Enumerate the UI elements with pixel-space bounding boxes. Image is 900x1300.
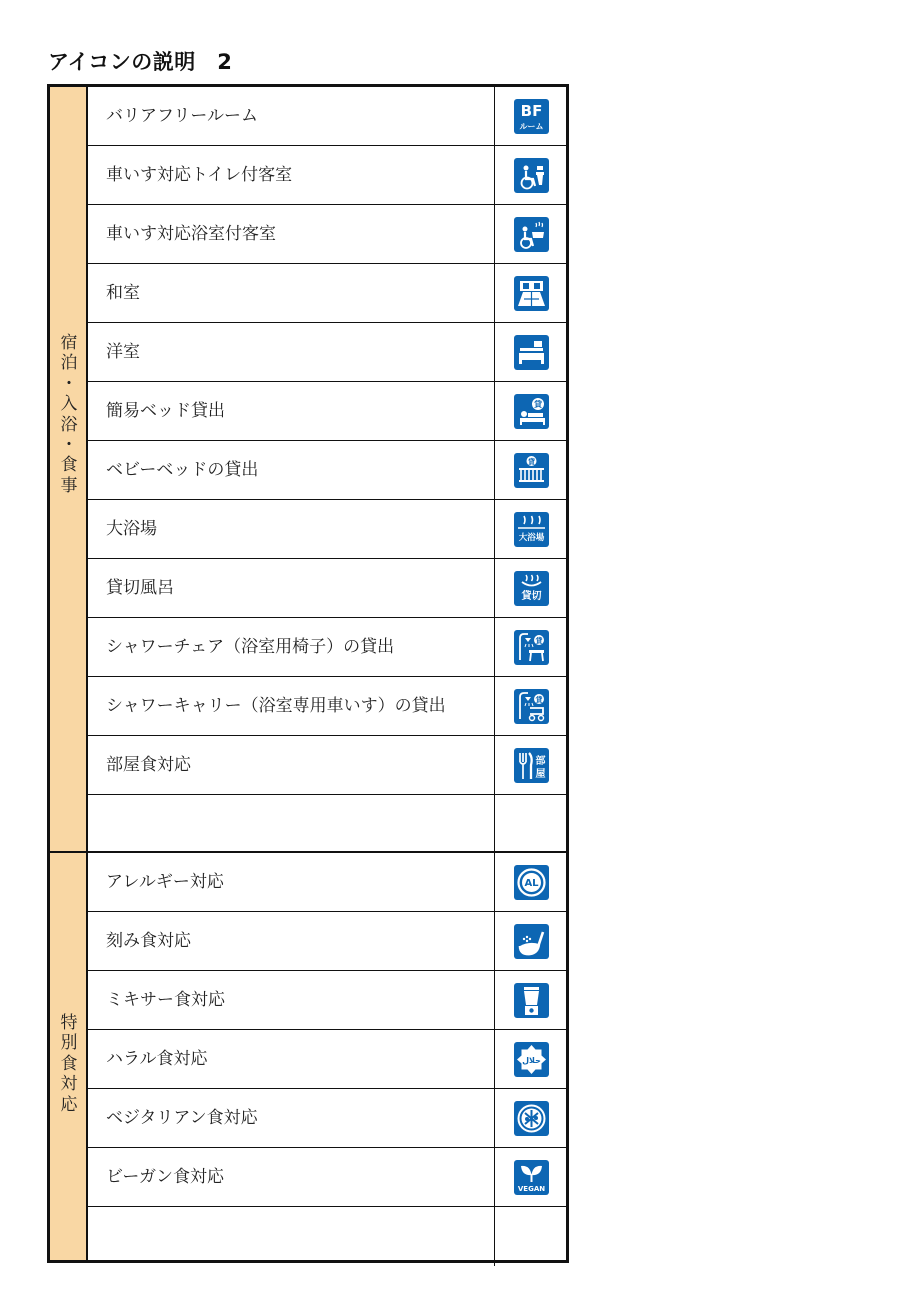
- category-char: 特: [60, 1013, 78, 1033]
- svg-text:屋: 屋: [535, 769, 546, 780]
- shower-carrier-icon: [514, 689, 549, 724]
- western-room-icon: [514, 335, 549, 370]
- allergy-icon: [514, 865, 549, 900]
- table-row: [88, 1089, 566, 1148]
- icon-cell: [494, 441, 566, 499]
- category-char: 泊: [60, 353, 78, 374]
- vegetarian-icon: [514, 1101, 549, 1136]
- row-label: ビーガン食対応: [106, 1167, 224, 1187]
- icon-cell: [494, 87, 566, 145]
- minced-food-icon: [514, 924, 549, 959]
- category-char: 浴: [60, 414, 78, 435]
- table-row: [88, 205, 566, 264]
- category-label-special-diet: [50, 1013, 88, 1115]
- barrier-free-room-icon: [514, 99, 549, 134]
- in-room-dining-icon: [514, 748, 549, 783]
- svg-text:ルーム: ルーム: [519, 122, 544, 131]
- icon-legend-table: [47, 84, 569, 1263]
- category-char: 宿: [60, 333, 78, 353]
- baby-bed-rental-icon: [514, 453, 549, 488]
- row-label: ベビーベッドの貸出: [106, 460, 259, 480]
- svg-text:貸: 貸: [535, 637, 543, 645]
- category-char: 事: [60, 475, 78, 496]
- vegan-icon: [514, 1160, 549, 1195]
- category-char: 応: [60, 1094, 78, 1115]
- table-row: [88, 500, 566, 559]
- section-accommodation: [50, 87, 566, 851]
- japanese-room-icon: [514, 276, 549, 311]
- svg-text:VEGAN: VEGAN: [517, 1185, 546, 1193]
- icon-cell: [494, 853, 566, 911]
- table-row: [88, 1148, 566, 1207]
- category-char: 食: [60, 1053, 78, 1074]
- svg-text:大浴場: 大浴場: [518, 533, 545, 543]
- row-label: 和室: [106, 283, 140, 303]
- icon-cell: [494, 382, 566, 440]
- category-char: ・: [60, 373, 78, 394]
- row-label: ミキサー食対応: [106, 990, 225, 1010]
- table-row: [88, 382, 566, 441]
- table-row: [88, 264, 566, 323]
- row-label: シャワーチェア（浴室用椅子）の貸出: [106, 637, 395, 657]
- svg-text:AL: AL: [524, 878, 539, 889]
- icon-cell: [494, 559, 566, 617]
- svg-text:貸: 貸: [534, 400, 542, 409]
- row-label: ベジタリアン食対応: [106, 1108, 258, 1128]
- icon-cell: [494, 971, 566, 1029]
- row-label: 部屋食対応: [106, 755, 191, 775]
- table-row: [88, 559, 566, 618]
- table-row: [88, 1030, 566, 1089]
- category-char: 別: [60, 1033, 78, 1054]
- category-char: ・: [60, 434, 78, 455]
- section-special-diet: [50, 853, 566, 1260]
- wheelchair-bath-icon: [514, 217, 549, 252]
- row-label: 貸切風呂: [106, 578, 174, 598]
- icon-cell: [494, 618, 566, 676]
- table-row: [88, 971, 566, 1030]
- svg-text:حلال: حلال: [522, 1056, 541, 1065]
- table-row: [88, 853, 566, 912]
- private-bath-icon: [514, 571, 549, 606]
- category-cell-special-diet: [50, 853, 88, 1260]
- row-label: バリアフリールーム: [106, 106, 258, 126]
- icon-cell: [494, 736, 566, 794]
- table-row: [88, 618, 566, 677]
- row-label: ハラル食対応: [106, 1049, 208, 1069]
- icon-cell: [494, 795, 566, 854]
- icon-cell: [494, 323, 566, 381]
- blender-food-icon: [514, 983, 549, 1018]
- table-row: [88, 677, 566, 736]
- table-row: [88, 795, 566, 854]
- icon-cell: [494, 146, 566, 204]
- row-label: 洋室: [106, 342, 140, 362]
- extra-bed-rental-icon: [514, 394, 549, 429]
- svg-text:部: 部: [535, 756, 546, 767]
- category-label-accommodation: [50, 333, 88, 496]
- icon-cell: [494, 1148, 566, 1206]
- svg-text:貸切: 貸切: [521, 591, 542, 602]
- row-label: 簡易ベッド貸出: [106, 401, 225, 421]
- row-label: アレルギー対応: [106, 872, 224, 892]
- category-cell-accommodation: [50, 87, 88, 851]
- page-title: アイコンの説明 2: [48, 50, 233, 74]
- category-char: 対: [60, 1074, 78, 1095]
- icon-cell: [494, 677, 566, 735]
- row-label: 車いす対応浴室付客室: [106, 224, 276, 244]
- table-row: [88, 87, 566, 146]
- row-label: シャワーキャリー（浴室専用車いす）の貸出: [106, 696, 446, 716]
- icon-cell: [494, 264, 566, 322]
- table-row: [88, 146, 566, 205]
- wheelchair-toilet-icon: [514, 158, 549, 193]
- shower-chair-icon: [514, 630, 549, 665]
- large-bath-icon: [514, 512, 549, 547]
- table-row: [88, 912, 566, 971]
- icon-cell: [494, 912, 566, 970]
- icon-cell: [494, 1207, 566, 1266]
- row-label: 刻み食対応: [106, 931, 191, 951]
- halal-icon: [514, 1042, 549, 1077]
- table-row: [88, 736, 566, 795]
- category-char: 食: [60, 455, 78, 476]
- icon-cell: [494, 205, 566, 263]
- svg-text:貸: 貸: [535, 696, 543, 704]
- table-row: [88, 1207, 566, 1266]
- table-row: [88, 323, 566, 382]
- icon-cell: [494, 500, 566, 558]
- icon-cell: [494, 1089, 566, 1147]
- category-char: 入: [60, 394, 78, 415]
- svg-text:貸: 貸: [528, 458, 535, 466]
- icon-cell: [494, 1030, 566, 1088]
- row-label: 車いす対応トイレ付客室: [106, 165, 293, 185]
- row-label: 大浴場: [106, 519, 157, 539]
- svg-text:BF: BF: [520, 102, 543, 120]
- table-row: [88, 441, 566, 500]
